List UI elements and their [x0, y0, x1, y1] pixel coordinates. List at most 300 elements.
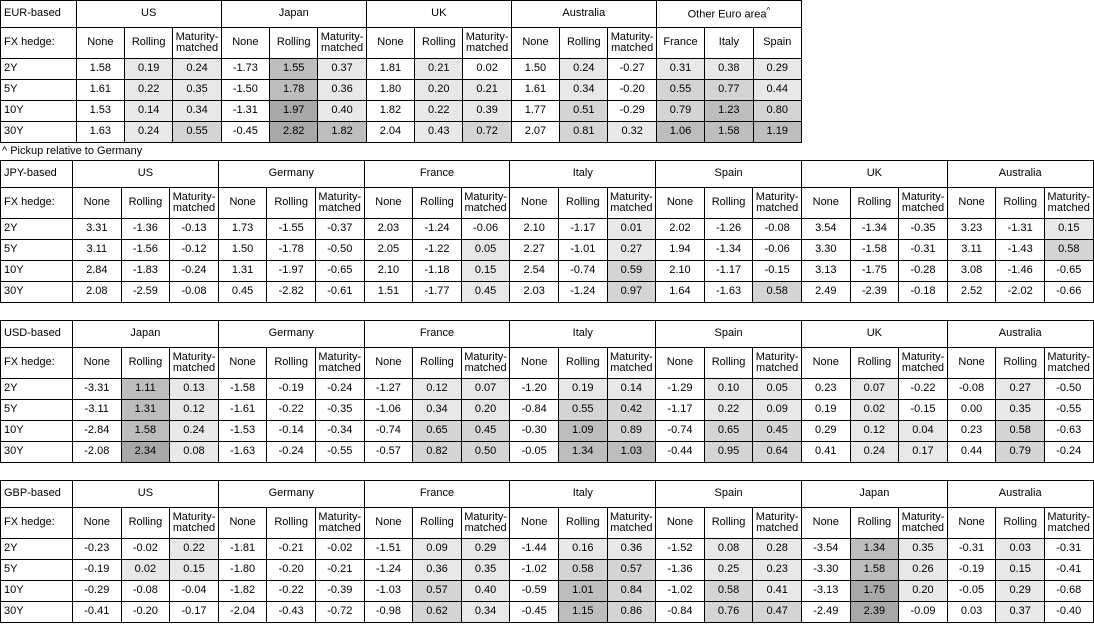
column-header-maturity-matched: Maturity- matched [899, 348, 948, 379]
data-cell: 1.78 [270, 80, 318, 101]
data-cell: 0.34 [173, 101, 221, 122]
data-cell: 2.84 [73, 261, 122, 282]
data-cell: -0.20 [608, 80, 656, 101]
data-cell: 2.03 [364, 219, 413, 240]
column-header-none: None [364, 508, 413, 539]
data-cell: 0.44 [753, 80, 801, 101]
data-cell: -0.08 [753, 219, 802, 240]
data-cell: -0.14 [267, 421, 316, 442]
column-header-rolling: Rolling [558, 348, 607, 379]
group-header-japan: Japan [73, 321, 219, 348]
data-cell: -0.31 [947, 539, 996, 560]
data-cell: -0.37 [315, 219, 364, 240]
data-cell: 0.37 [318, 59, 366, 80]
data-cell: 3.31 [73, 219, 122, 240]
column-header-maturity-matched: Maturity- matched [1044, 188, 1093, 219]
data-cell: 0.13 [170, 379, 219, 400]
row-label-30y: 30Y [1, 602, 73, 623]
table-row [1, 59, 802, 80]
data-cell: 1.82 [366, 101, 414, 122]
data-cell: 0.59 [607, 261, 656, 282]
column-header-rolling: Rolling [850, 508, 899, 539]
data-cell: 2.08 [73, 282, 122, 303]
data-cell: 1.31 [121, 400, 170, 421]
data-cell: -0.45 [510, 602, 559, 623]
footnote-marker: ^ [766, 5, 771, 15]
data-cell: 0.29 [996, 581, 1045, 602]
data-cell: 0.45 [218, 282, 267, 303]
data-cell: 0.01 [607, 219, 656, 240]
data-cell: -1.34 [704, 240, 753, 261]
data-cell: -0.50 [1044, 379, 1093, 400]
table-row [1, 282, 1094, 303]
block-jpy [0, 160, 1094, 303]
data-cell: 0.04 [899, 421, 948, 442]
corner-label-eur: EUR-based [1, 1, 77, 28]
data-cell: 2.05 [364, 240, 413, 261]
column-header-none: None [510, 188, 559, 219]
column-header-none: None [73, 348, 122, 379]
column-header-none: None [801, 508, 850, 539]
data-cell: 0.24 [850, 442, 899, 463]
row-label-2y: 2Y [1, 59, 77, 80]
data-cell: -0.84 [510, 400, 559, 421]
data-cell: 2.10 [510, 219, 559, 240]
data-cell: 0.20 [415, 80, 463, 101]
table-row [1, 122, 802, 143]
data-cell: 0.12 [170, 400, 219, 421]
row-label-10y: 10Y [1, 581, 73, 602]
data-cell: 0.24 [170, 421, 219, 442]
data-cell: -0.50 [315, 240, 364, 261]
data-cell: -0.12 [170, 240, 219, 261]
data-cell: -3.13 [801, 581, 850, 602]
data-cell: 1.15 [558, 602, 607, 623]
column-header-italy: Italy [705, 28, 753, 59]
column-header-maturity-matched: Maturity- matched [315, 188, 364, 219]
data-cell: 0.25 [704, 560, 753, 581]
table-row [1, 560, 1094, 581]
data-cell: -1.31 [221, 101, 269, 122]
data-cell: -0.74 [558, 261, 607, 282]
data-cell: 1.01 [558, 581, 607, 602]
data-cell: 0.44 [947, 442, 996, 463]
column-header-rolling: Rolling [996, 188, 1045, 219]
data-cell: -1.61 [218, 400, 267, 421]
data-cell: -1.34 [850, 219, 899, 240]
footnote-jpy [0, 303, 1094, 320]
data-cell: -0.41 [1044, 560, 1093, 581]
column-header-rolling: Rolling [704, 508, 753, 539]
row-label-2y: 2Y [1, 539, 73, 560]
table-row [1, 101, 802, 122]
data-cell: -0.35 [315, 400, 364, 421]
data-cell: 0.19 [801, 400, 850, 421]
table-header-row-hedge [1, 188, 1094, 219]
table-header-row-countries [1, 321, 1094, 348]
data-cell: 1.09 [558, 421, 607, 442]
data-cell: 0.43 [415, 122, 463, 143]
table-row [1, 539, 1094, 560]
data-cell: -1.50 [221, 80, 269, 101]
row-label-2y: 2Y [1, 379, 73, 400]
group-header-uk: UK [801, 321, 947, 348]
data-cell: 0.42 [607, 400, 656, 421]
data-cell: 0.80 [753, 101, 801, 122]
data-cell: 2.03 [510, 282, 559, 303]
column-header-rolling: Rolling [558, 508, 607, 539]
data-cell: -1.53 [218, 421, 267, 442]
data-cell: -0.59 [510, 581, 559, 602]
group-header-france: France [364, 481, 510, 508]
data-cell: -0.21 [315, 560, 364, 581]
data-cell: -1.55 [267, 219, 316, 240]
column-header-rolling: Rolling [850, 188, 899, 219]
data-cell: 1.63 [76, 122, 124, 143]
column-header-rolling: Rolling [267, 508, 316, 539]
footnote-eur: ^ Pickup relative to Germany [2, 145, 143, 157]
data-cell: -0.22 [267, 400, 316, 421]
data-cell: 0.41 [801, 442, 850, 463]
column-header-none: None [511, 28, 559, 59]
data-cell: 1.34 [558, 442, 607, 463]
data-cell: 1.03 [607, 442, 656, 463]
column-header-maturity-matched: Maturity- matched [315, 348, 364, 379]
data-cell: -0.29 [73, 581, 122, 602]
data-cell: 2.07 [511, 122, 559, 143]
data-cell: 0.79 [996, 442, 1045, 463]
row-label-2y: 2Y [1, 219, 73, 240]
data-cell: 0.14 [607, 379, 656, 400]
data-cell: 1.53 [76, 101, 124, 122]
data-cell: 0.47 [753, 602, 802, 623]
data-cell: -1.75 [850, 261, 899, 282]
group-header-italy: Italy [510, 481, 656, 508]
group-header-italy: Italy [510, 161, 656, 188]
data-cell: -1.18 [413, 261, 462, 282]
column-header-rolling: Rolling [415, 28, 463, 59]
column-header-none: None [801, 348, 850, 379]
data-cell: 1.31 [218, 261, 267, 282]
data-cell: 0.24 [560, 59, 608, 80]
data-cell: 1.55 [270, 59, 318, 80]
data-cell: 0.16 [558, 539, 607, 560]
column-header-none: None [947, 188, 996, 219]
column-header-maturity-matched: Maturity- matched [607, 188, 656, 219]
column-header-none: None [73, 188, 122, 219]
data-cell: 0.40 [461, 581, 510, 602]
data-cell: 1.61 [511, 80, 559, 101]
table-usd [0, 320, 1094, 463]
data-cell: 0.21 [463, 80, 511, 101]
data-cell: -0.30 [510, 421, 559, 442]
group-header-france: France [364, 321, 510, 348]
table-row [1, 602, 1094, 623]
data-cell: -1.17 [704, 261, 753, 282]
group-header-australia: Australia [947, 161, 1093, 188]
data-cell: 1.81 [366, 59, 414, 80]
data-cell: 0.15 [1044, 219, 1093, 240]
column-header-maturity-matched: Maturity- matched [463, 28, 511, 59]
column-header-rolling: Rolling [704, 348, 753, 379]
data-cell: 1.58 [121, 421, 170, 442]
row-label-10y: 10Y [1, 261, 73, 282]
data-cell: 0.45 [461, 282, 510, 303]
column-header-france: France [656, 28, 704, 59]
column-header-rolling: Rolling [558, 188, 607, 219]
data-cell: -0.06 [461, 219, 510, 240]
group-header-spain: Spain [656, 481, 802, 508]
corner-label-usd: USD-based [1, 321, 73, 348]
data-cell: -0.19 [267, 379, 316, 400]
data-cell: -2.84 [73, 421, 122, 442]
data-cell: 0.23 [947, 421, 996, 442]
row-label-5y: 5Y [1, 560, 73, 581]
column-header-maturity-matched: Maturity- matched [315, 508, 364, 539]
data-cell: 0.79 [656, 101, 704, 122]
data-cell: -1.22 [413, 240, 462, 261]
data-cell: 0.28 [753, 539, 802, 560]
corner-label-gbp: GBP-based [1, 481, 73, 508]
data-cell: -1.26 [704, 219, 753, 240]
data-cell: -1.97 [267, 261, 316, 282]
data-cell: 0.64 [753, 442, 802, 463]
column-header-maturity-matched: Maturity- matched [318, 28, 366, 59]
fx-hedge-label: FX hedge: [1, 348, 73, 379]
data-cell: 0.20 [899, 581, 948, 602]
data-cell: 3.54 [801, 219, 850, 240]
data-cell: 1.50 [218, 240, 267, 261]
data-cell: -0.05 [510, 442, 559, 463]
data-cell: 1.58 [705, 122, 753, 143]
data-cell: 1.94 [656, 240, 705, 261]
column-header-rolling: Rolling [121, 188, 170, 219]
data-cell: -1.58 [850, 240, 899, 261]
data-cell: 0.29 [753, 59, 801, 80]
column-header-rolling: Rolling [560, 28, 608, 59]
data-cell: 2.49 [801, 282, 850, 303]
data-cell: -0.15 [899, 400, 948, 421]
column-header-rolling: Rolling [267, 188, 316, 219]
data-cell: -0.13 [170, 219, 219, 240]
data-cell: 1.80 [366, 80, 414, 101]
data-cell: -0.09 [899, 602, 948, 623]
data-cell: 3.08 [947, 261, 996, 282]
data-cell: -0.24 [170, 261, 219, 282]
data-cell: 1.06 [656, 122, 704, 143]
data-cell: 0.34 [413, 400, 462, 421]
group-header-germany: Germany [218, 321, 364, 348]
column-header-rolling: Rolling [413, 348, 462, 379]
data-cell: 0.38 [705, 59, 753, 80]
data-cell: -2.59 [121, 282, 170, 303]
data-cell: -0.08 [947, 379, 996, 400]
data-cell: -1.58 [218, 379, 267, 400]
data-cell: 1.11 [121, 379, 170, 400]
data-cell: 0.31 [656, 59, 704, 80]
data-cell: 0.58 [996, 421, 1045, 442]
data-cell: -0.61 [315, 282, 364, 303]
data-cell: 0.36 [413, 560, 462, 581]
column-header-rolling: Rolling [413, 188, 462, 219]
data-cell: -0.08 [121, 581, 170, 602]
group-header-spain: Spain [656, 161, 802, 188]
column-header-none: None [801, 188, 850, 219]
column-header-rolling: Rolling [270, 28, 318, 59]
data-cell: 0.58 [558, 560, 607, 581]
data-cell: 0.07 [850, 379, 899, 400]
data-cell: -1.52 [656, 539, 705, 560]
data-cell: 0.35 [899, 539, 948, 560]
row-label-30y: 30Y [1, 122, 77, 143]
data-cell: -0.35 [899, 219, 948, 240]
column-header-maturity-matched: Maturity- matched [1044, 508, 1093, 539]
data-cell: 0.29 [461, 539, 510, 560]
data-cell: -1.82 [218, 581, 267, 602]
data-cell: 0.57 [413, 581, 462, 602]
data-cell: 0.26 [899, 560, 948, 581]
data-cell: -1.78 [267, 240, 316, 261]
data-cell: 0.08 [170, 442, 219, 463]
data-cell: -0.19 [947, 560, 996, 581]
column-header-rolling: Rolling [267, 348, 316, 379]
data-cell: 1.73 [218, 219, 267, 240]
column-header-none: None [221, 28, 269, 59]
data-cell: 0.15 [170, 560, 219, 581]
data-cell: 0.22 [704, 400, 753, 421]
data-cell: 2.54 [510, 261, 559, 282]
data-cell: 1.82 [318, 122, 366, 143]
data-cell: 1.34 [850, 539, 899, 560]
data-cell: -0.19 [73, 560, 122, 581]
data-cell: 0.03 [996, 539, 1045, 560]
data-cell: 0.17 [899, 442, 948, 463]
column-header-maturity-matched: Maturity- matched [899, 188, 948, 219]
data-cell: -1.46 [996, 261, 1045, 282]
data-cell: 1.23 [705, 101, 753, 122]
data-cell: -3.11 [73, 400, 122, 421]
data-cell: -0.29 [608, 101, 656, 122]
data-cell: -0.06 [753, 240, 802, 261]
data-cell: 2.39 [850, 602, 899, 623]
data-cell: 0.55 [558, 400, 607, 421]
data-cell: -0.02 [315, 539, 364, 560]
data-cell: 0.34 [560, 80, 608, 101]
group-header-uk: UK [366, 1, 511, 28]
data-cell: 0.24 [125, 122, 173, 143]
data-cell: 0.86 [607, 602, 656, 623]
data-cell: -1.43 [996, 240, 1045, 261]
data-cell: 1.61 [76, 80, 124, 101]
data-cell: 0.81 [560, 122, 608, 143]
data-cell: -0.28 [899, 261, 948, 282]
data-cell: -2.49 [801, 602, 850, 623]
data-cell: -0.74 [364, 421, 413, 442]
column-header-maturity-matched: Maturity- matched [461, 508, 510, 539]
data-cell: -0.98 [364, 602, 413, 623]
table-gbp [0, 480, 1094, 623]
row-label-10y: 10Y [1, 101, 77, 122]
data-cell: 0.22 [125, 80, 173, 101]
data-cell: 0.40 [318, 101, 366, 122]
data-cell: 2.27 [510, 240, 559, 261]
data-cell: 0.05 [753, 379, 802, 400]
data-cell: -0.39 [315, 581, 364, 602]
data-cell: 3.23 [947, 219, 996, 240]
fx-hedge-label: FX hedge: [1, 28, 77, 59]
data-cell: 0.57 [607, 560, 656, 581]
column-header-rolling: Rolling [121, 508, 170, 539]
table-row [1, 80, 802, 101]
data-cell: -1.02 [656, 581, 705, 602]
column-header-none: None [364, 188, 413, 219]
data-cell: 0.22 [170, 539, 219, 560]
table-row [1, 421, 1094, 442]
data-cell: -0.74 [656, 421, 705, 442]
data-cell: 0.05 [461, 240, 510, 261]
data-cell: 0.97 [607, 282, 656, 303]
column-header-maturity-matched: Maturity- matched [1044, 348, 1093, 379]
data-cell: 2.34 [121, 442, 170, 463]
data-cell: -1.01 [558, 240, 607, 261]
column-header-rolling: Rolling [850, 348, 899, 379]
data-cell: 0.55 [656, 80, 704, 101]
data-cell: 0.00 [947, 400, 996, 421]
data-cell: 0.15 [461, 261, 510, 282]
data-cell: 2.04 [366, 122, 414, 143]
column-header-maturity-matched: Maturity- matched [461, 188, 510, 219]
table-row [1, 379, 1094, 400]
data-cell: 0.09 [413, 539, 462, 560]
data-cell: 0.58 [1044, 240, 1093, 261]
data-cell: 0.45 [461, 421, 510, 442]
table-header-row-countries [1, 1, 802, 28]
data-cell: -1.51 [364, 539, 413, 560]
data-cell: 0.03 [947, 602, 996, 623]
column-header-none: None [510, 508, 559, 539]
row-label-30y: 30Y [1, 282, 73, 303]
data-cell: -0.05 [947, 581, 996, 602]
table-header-row-hedge [1, 28, 802, 59]
column-header-maturity-matched: Maturity- matched [607, 348, 656, 379]
group-header-germany: Germany [218, 161, 364, 188]
column-header-none: None [656, 188, 705, 219]
data-cell: 1.64 [656, 282, 705, 303]
data-cell: 0.27 [607, 240, 656, 261]
column-header-none: None [656, 348, 705, 379]
data-cell: -2.39 [850, 282, 899, 303]
data-cell: -2.04 [218, 602, 267, 623]
data-cell: -1.63 [218, 442, 267, 463]
data-cell: 0.24 [173, 59, 221, 80]
data-cell: -1.02 [510, 560, 559, 581]
data-cell: 0.35 [996, 400, 1045, 421]
group-header-australia: Australia [511, 1, 656, 28]
group-header-australia: Australia [947, 321, 1093, 348]
column-header-maturity-matched: Maturity- matched [461, 348, 510, 379]
data-cell: 1.51 [364, 282, 413, 303]
column-header-none: None [218, 508, 267, 539]
data-cell: 0.19 [125, 59, 173, 80]
column-header-none: None [656, 508, 705, 539]
column-header-maturity-matched: Maturity- matched [753, 508, 802, 539]
data-cell: -0.66 [1044, 282, 1093, 303]
data-cell: 3.13 [801, 261, 850, 282]
data-cell: 0.27 [996, 379, 1045, 400]
data-cell: 0.21 [415, 59, 463, 80]
column-header-spain: Spain [753, 28, 801, 59]
data-cell: 0.76 [704, 602, 753, 623]
